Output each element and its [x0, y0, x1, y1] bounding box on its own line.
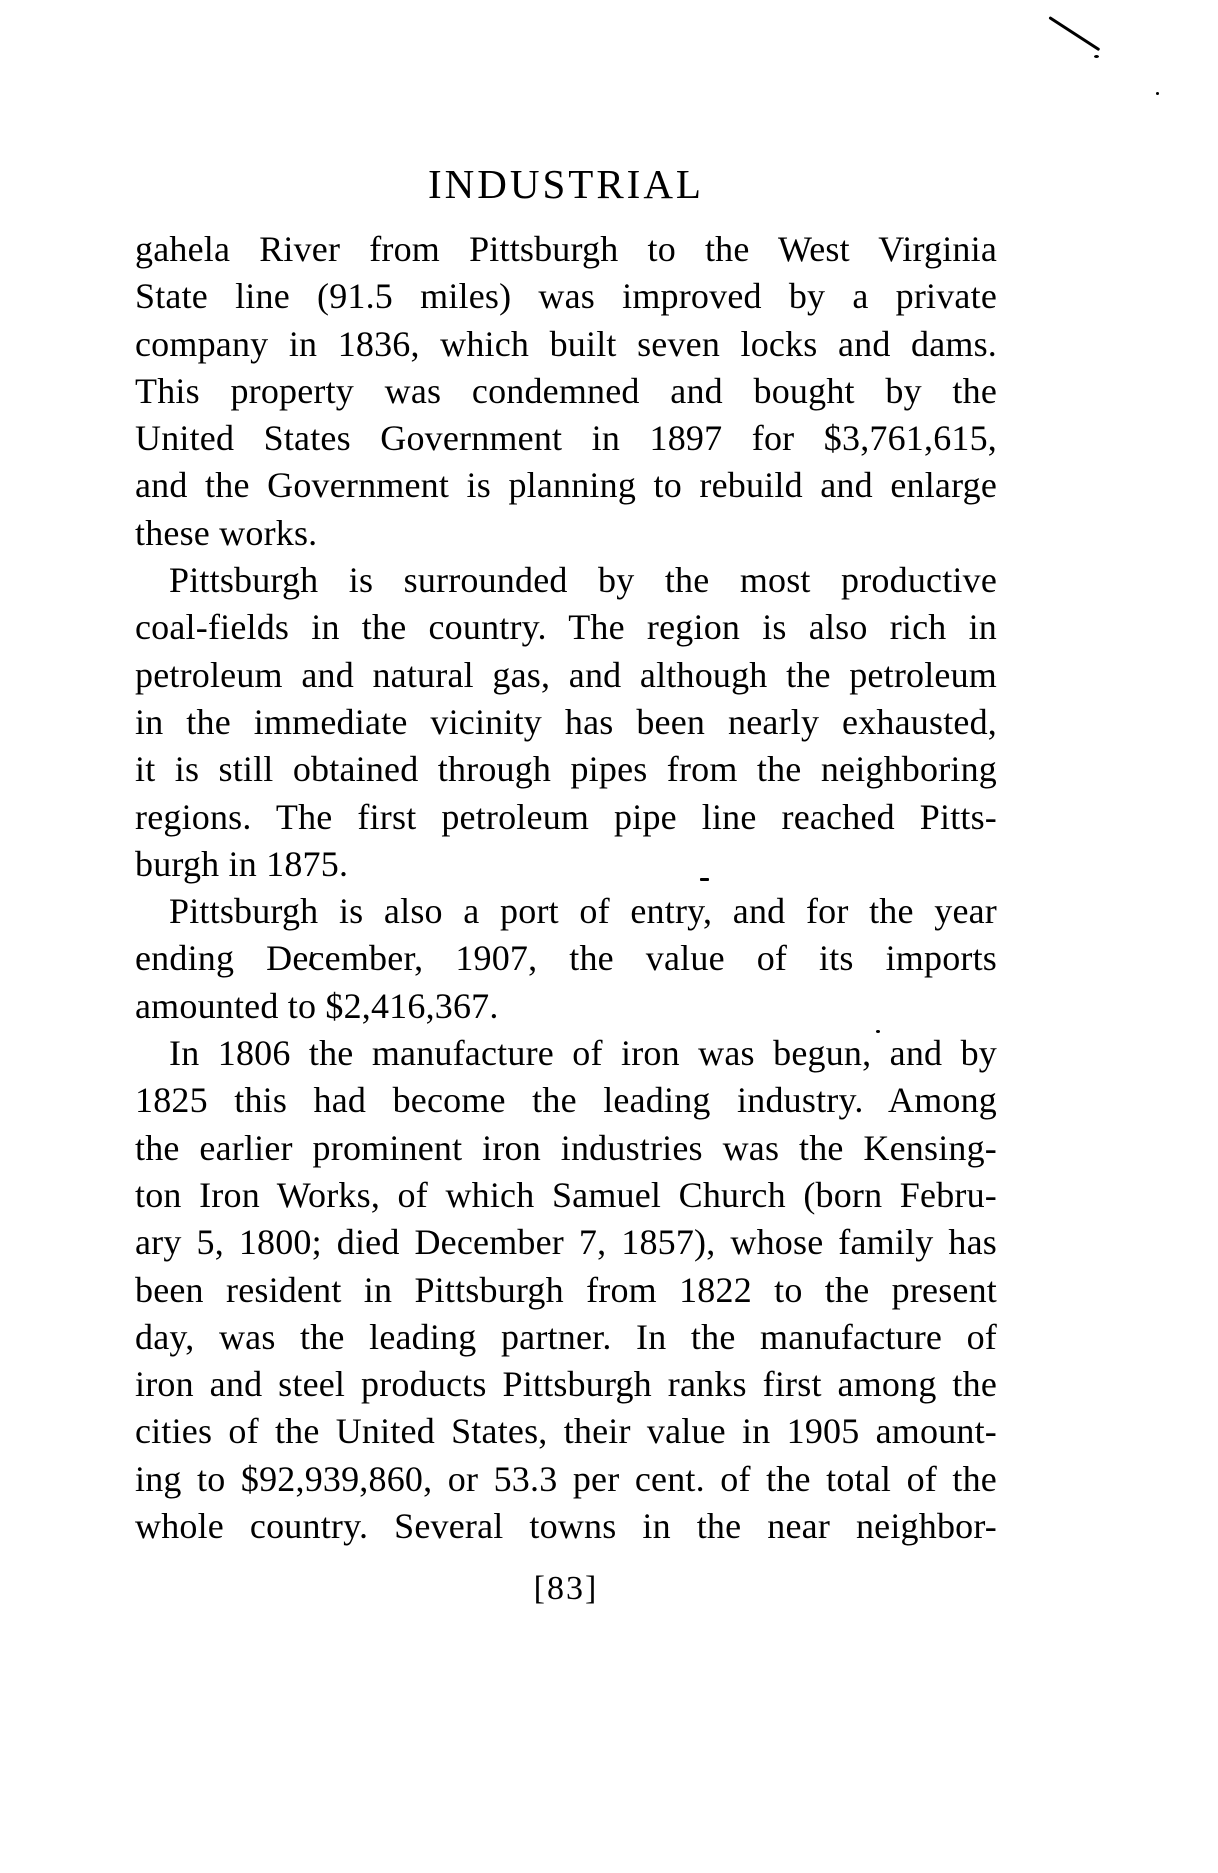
text-line: cities of the United States, their value in 1905 amount-: [135, 1411, 997, 1452]
text-line: gahela River from Pittsburgh to the West Virginia: [135, 229, 997, 269]
scan-artifact-pen-stroke: [1048, 16, 1100, 51]
text-line: ing to $92,939,860, or 53.3 per cent. of the total of the: [135, 1458, 997, 1499]
text-line: ary 5, 1800; died December 7, 1857), whose family has: [135, 1222, 997, 1263]
scan-artifact-dot: [1094, 55, 1099, 58]
text-line: ton Iron Works, of which Samuel Church (born Febru-: [135, 1174, 997, 1215]
text-line: company in 1836, which built seven locks and dams.: [135, 323, 997, 364]
text-line: 1825 this had become the leading industry. Among: [135, 1080, 997, 1121]
text-line: these works.: [135, 512, 318, 553]
text-line: Pittsburgh is also a port of entry, and for the year: [169, 891, 997, 932]
text-line: In 1806 the manufacture of iron was begun, and by: [169, 1033, 997, 1074]
body-text: [135, 226, 997, 1613]
text-line: burgh in 1875.: [135, 843, 349, 884]
text-line: whole country. Several towns in the near neighbor-: [135, 1506, 997, 1547]
text-line: petroleum and natural gas, and although the petroleum: [135, 654, 997, 695]
scan-artifact-dot: [1156, 92, 1159, 95]
text-line: Pittsburgh is surrounded by the most productive: [169, 560, 997, 601]
text-line: and the Government is planning to rebuild and enlarge: [135, 465, 997, 506]
page-number: [83]: [533, 1570, 599, 1608]
text-line: State line (91.5 miles) was improved by a private: [135, 276, 997, 317]
text-line: iron and steel products Pittsburgh ranks first among the: [135, 1364, 997, 1405]
page-heading: INDUSTRIAL: [428, 161, 704, 207]
text-line: the earlier prominent iron industries was the Kensing-: [135, 1127, 997, 1168]
text-line: been resident in Pittsburgh from 1822 to the present: [135, 1269, 997, 1310]
text-line: This property was condemned and bought by the: [135, 370, 997, 411]
text-line: day, was the leading partner. In the manufacture of: [135, 1316, 997, 1357]
text-line: in the immediate vicinity has been nearly exhausted,: [135, 701, 997, 742]
text-line: United States Government in 1897 for $3,761,615,: [135, 418, 997, 459]
text-line: coal-fields in the country. The region is also rich in: [135, 607, 997, 648]
text-line: regions. The first petroleum pipe line reached Pitts-: [135, 796, 997, 837]
text-line: it is still obtained through pipes from the neighboring: [135, 749, 997, 790]
text-line: amounted to $2,416,367.: [135, 985, 499, 1026]
text-line: ending December, 1907, the value of its imports: [135, 938, 997, 979]
